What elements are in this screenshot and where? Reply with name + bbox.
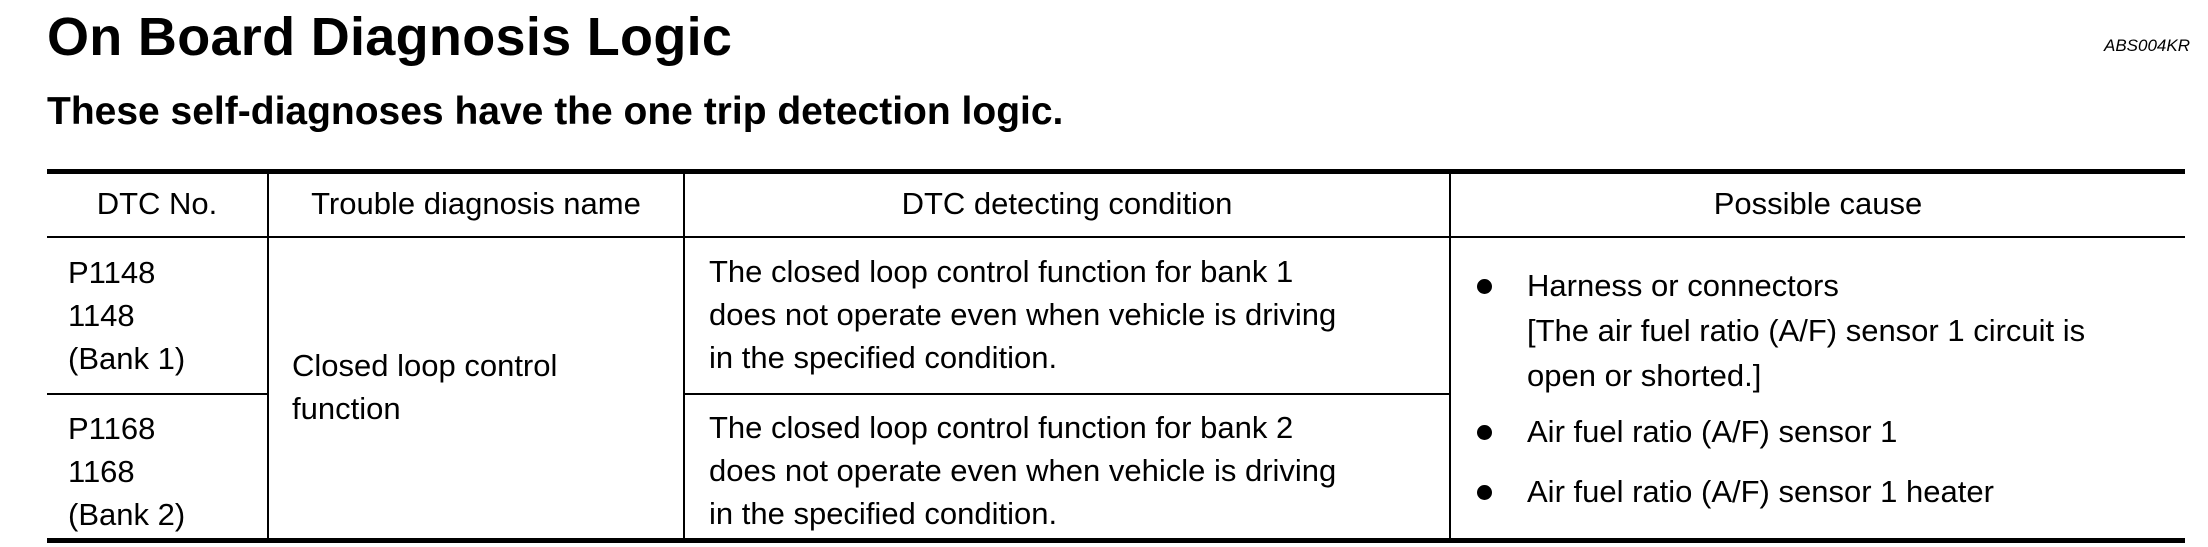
possible-cause-detail: open or shorted.] bbox=[1527, 358, 1762, 393]
possible-cause-item: Air fuel ratio (A/F) sensor 1 heater bbox=[1527, 474, 1994, 509]
trouble-diagnosis-name: Closed loop control bbox=[292, 348, 558, 383]
detecting-condition-line: in the specified condition. bbox=[709, 496, 1058, 531]
header-possible-cause: Possible cause bbox=[1713, 186, 1923, 221]
column-divider-1 bbox=[267, 174, 269, 543]
dtc-bank: (Bank 1) bbox=[68, 341, 186, 376]
row-divider-dtc bbox=[47, 393, 267, 395]
bullet-icon bbox=[1477, 485, 1492, 500]
dtc-number: 1168 bbox=[68, 454, 135, 489]
header-dtc-no: DTC No. bbox=[96, 186, 218, 221]
header-trouble-diagnosis-name: Trouble diagnosis name bbox=[311, 186, 641, 221]
dtc-code: P1148 bbox=[68, 255, 156, 290]
detecting-condition-line: in the specified condition. bbox=[709, 340, 1058, 375]
dtc-bank: (Bank 2) bbox=[68, 497, 186, 532]
header-divider bbox=[47, 236, 2185, 238]
detecting-condition-line: The closed loop control function for bank 1 bbox=[709, 254, 1294, 289]
detecting-condition-line: does not operate even when vehicle is driving bbox=[709, 297, 1337, 332]
diagnosis-table bbox=[47, 169, 2185, 543]
detecting-condition-line: does not operate even when vehicle is driving bbox=[709, 453, 1337, 488]
bullet-icon bbox=[1477, 425, 1492, 440]
dtc-number: 1148 bbox=[68, 298, 135, 333]
column-divider-2 bbox=[683, 174, 685, 543]
page-title: On Board Diagnosis Logic bbox=[47, 7, 733, 67]
possible-cause-detail: [The air fuel ratio (A/F) sensor 1 circuit is bbox=[1527, 313, 2086, 348]
detecting-condition-line: The closed loop control function for bank 2 bbox=[709, 410, 1294, 445]
column-divider-3 bbox=[1449, 174, 1451, 543]
possible-cause-item: Harness or connectors bbox=[1527, 268, 1839, 303]
bullet-icon bbox=[1477, 279, 1492, 294]
trouble-diagnosis-name: function bbox=[292, 391, 401, 426]
header-dtc-detecting-condition: DTC detecting condition bbox=[901, 186, 1233, 221]
section-subtitle: These self-diagnoses have the one trip detection logic. bbox=[47, 90, 1064, 133]
row-divider-condition bbox=[683, 393, 1449, 395]
reference-code: ABS004KR bbox=[2104, 36, 2190, 55]
dtc-code: P1168 bbox=[68, 411, 156, 446]
possible-cause-item: Air fuel ratio (A/F) sensor 1 bbox=[1527, 414, 1898, 449]
